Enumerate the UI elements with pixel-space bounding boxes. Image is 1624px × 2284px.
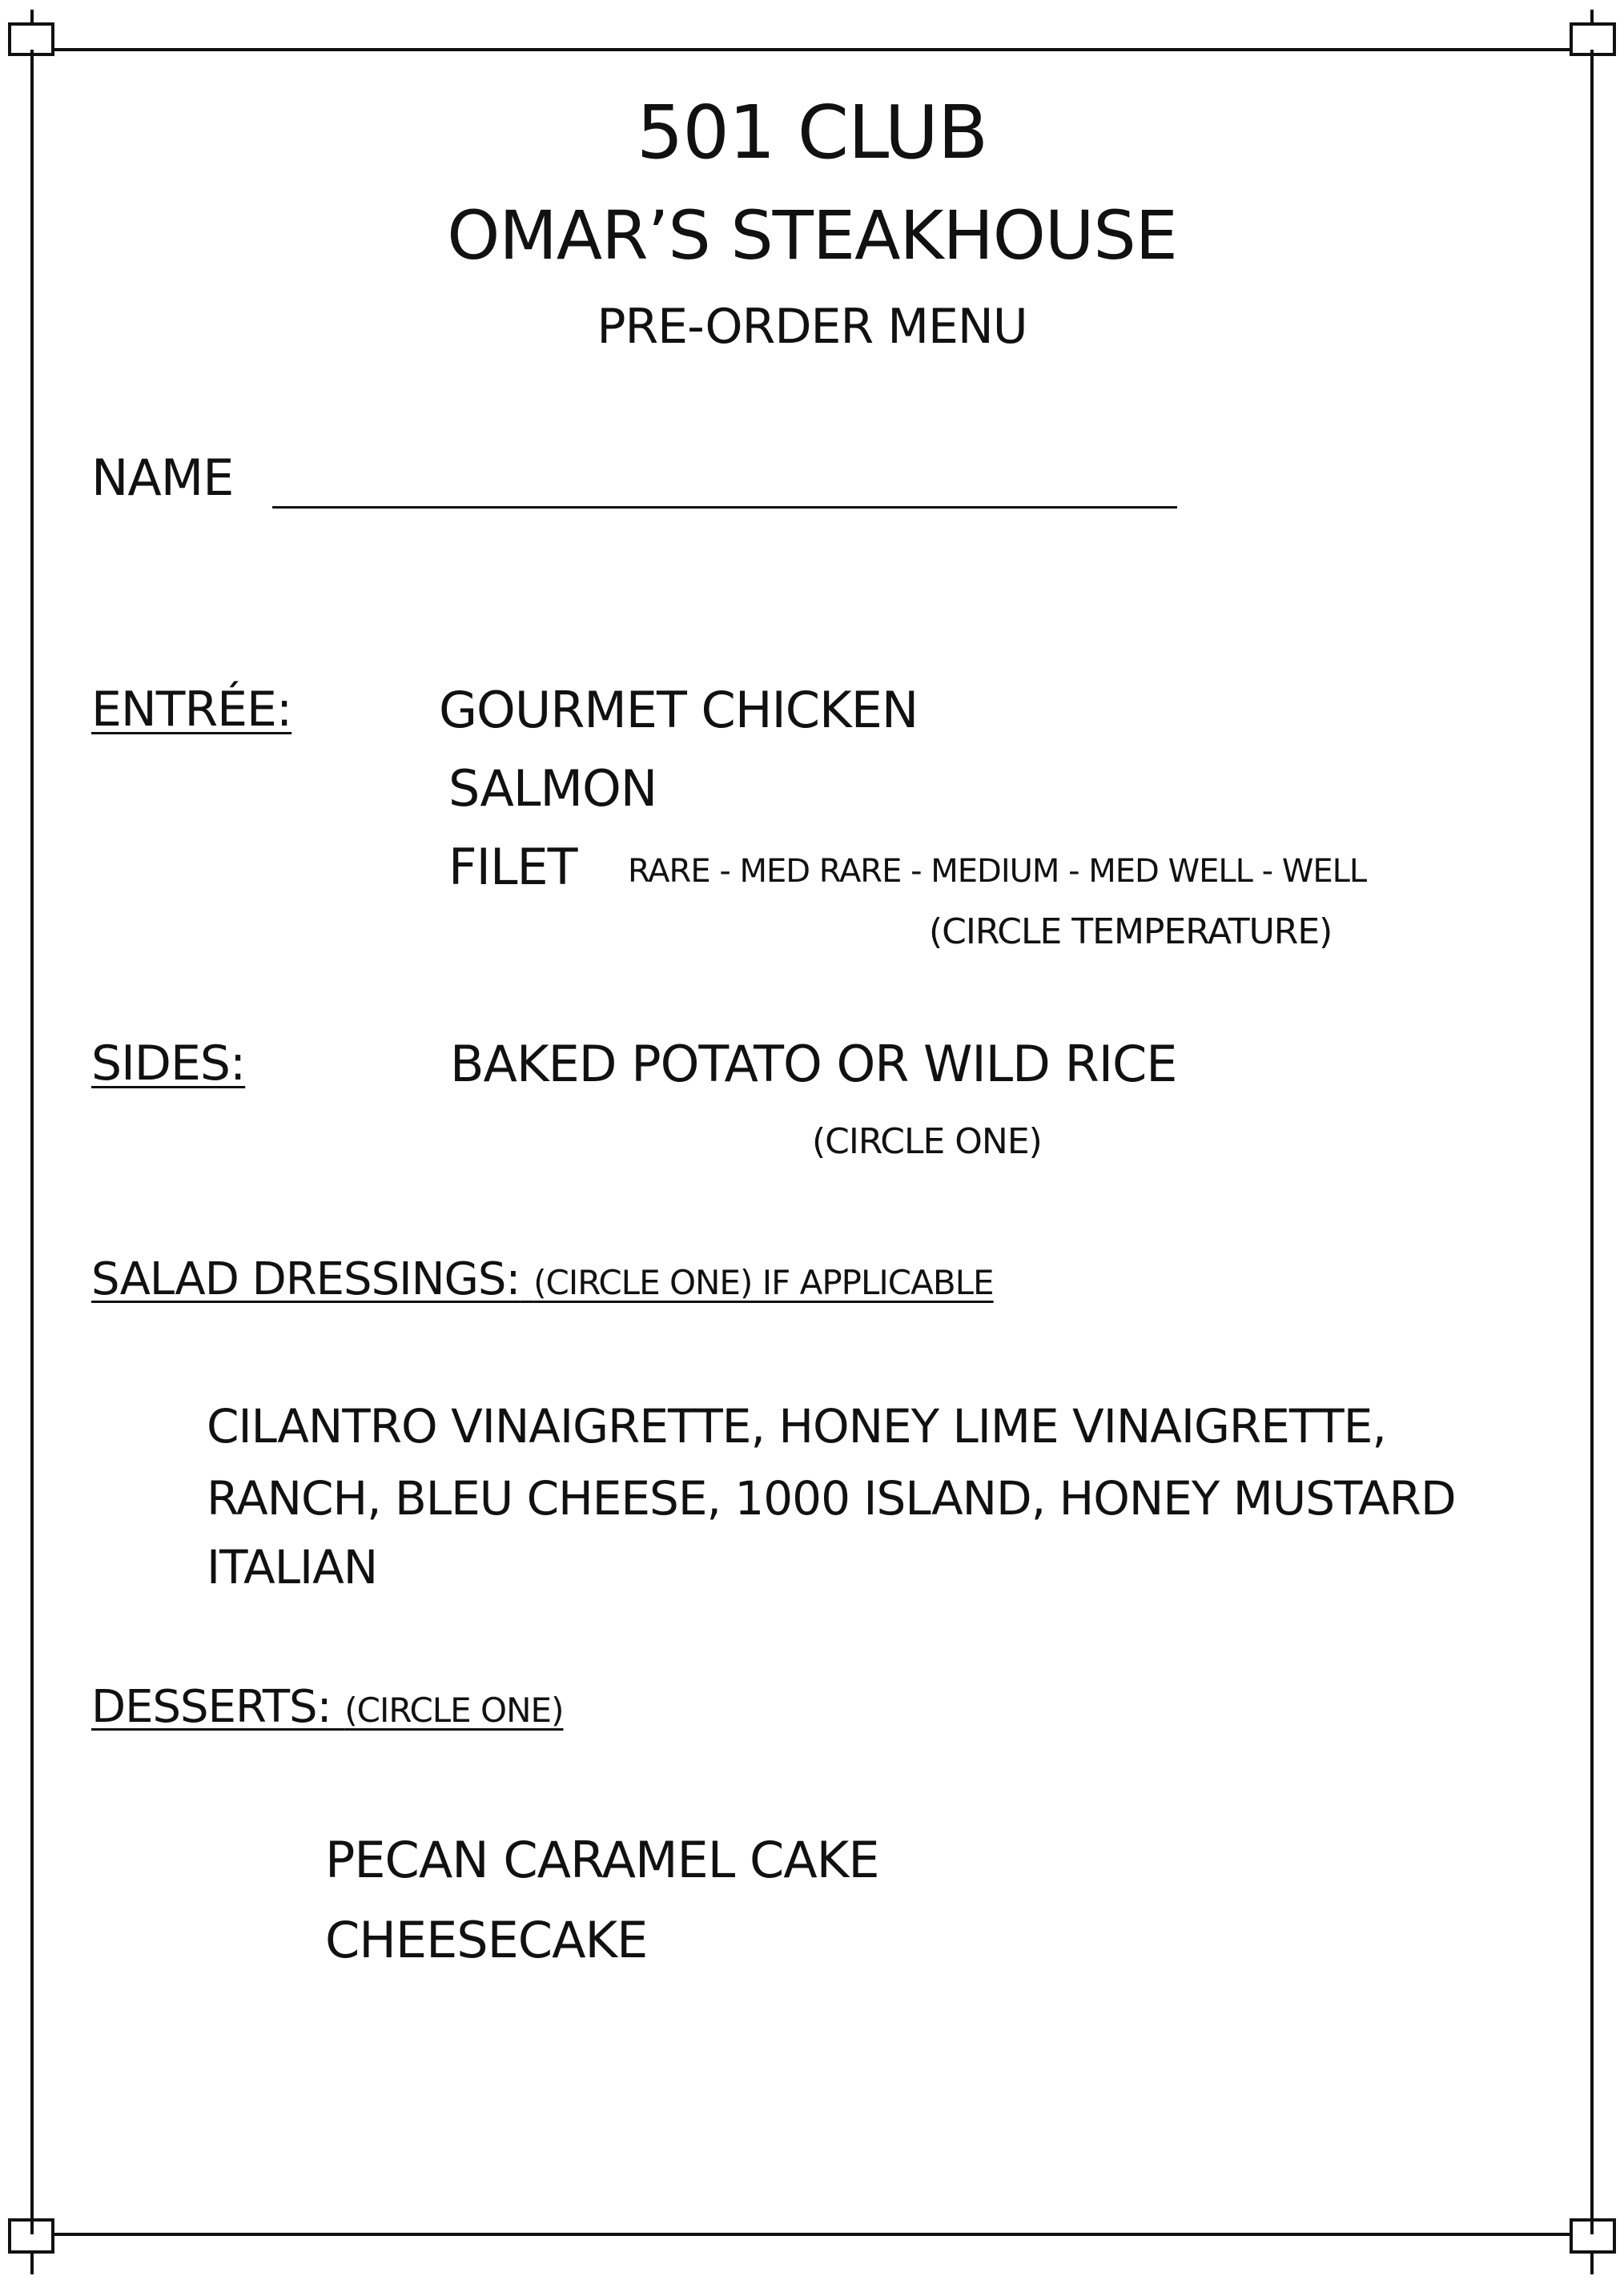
filet-temperature-options: RARE - MED RARE - MEDIUM - MED WELL - WELL [628,853,1367,890]
entree-option-chicken: GOURMET CHICKEN [439,681,919,739]
corner-ornament-top-right [1571,10,1614,54]
restaurant-title: OMAR’S STEAKHOUSE [447,196,1177,275]
dessert-option-cheesecake: CHEESECAKE [325,1911,648,1969]
filet-temperature-note: (CIRCLE TEMPERATURE) [929,911,1333,952]
sides-options: BAKED POTATO OR WILD RICE [450,1035,1177,1093]
desserts-label: DESSERTS: [91,1681,332,1733]
desserts-heading [91,1681,564,1733]
name-blank-line [272,506,1177,509]
club-title: 501 CLUB [636,90,988,175]
salad-dressings-heading [91,1253,994,1305]
salad-dressings-note: (CIRCLE ONE) IF APPLICABLE [533,1263,994,1302]
menu-subtitle: PRE-ORDER MENU [597,299,1027,355]
corner-ornament-top-left [10,10,53,54]
entree-option-salmon: SALMON [448,759,657,818]
dessert-option-pecan-cake: PECAN CARAMEL CAKE [325,1831,879,1889]
sides-label: SIDES: [91,1035,246,1092]
name-label: NAME [91,448,234,507]
desserts-note: (CIRCLE ONE) [344,1691,564,1730]
salad-dressings-label: SALAD DRESSINGS: [91,1253,521,1305]
dressing-line-3: ITALIAN [207,1540,378,1594]
dressing-line-2: RANCH, BLEU CHEESE, 1000 ISLAND, HONEY MUSTARD [207,1471,1456,1526]
sides-note: (CIRCLE ONE) [812,1121,1042,1162]
entree-option-filet: FILET [448,838,577,896]
entree-label: ENTRÉE: [91,682,292,738]
dressing-line-1: CILANTRO VINAIGRETTE, HONEY LIME VINAIGRETTE, [207,1399,1386,1454]
